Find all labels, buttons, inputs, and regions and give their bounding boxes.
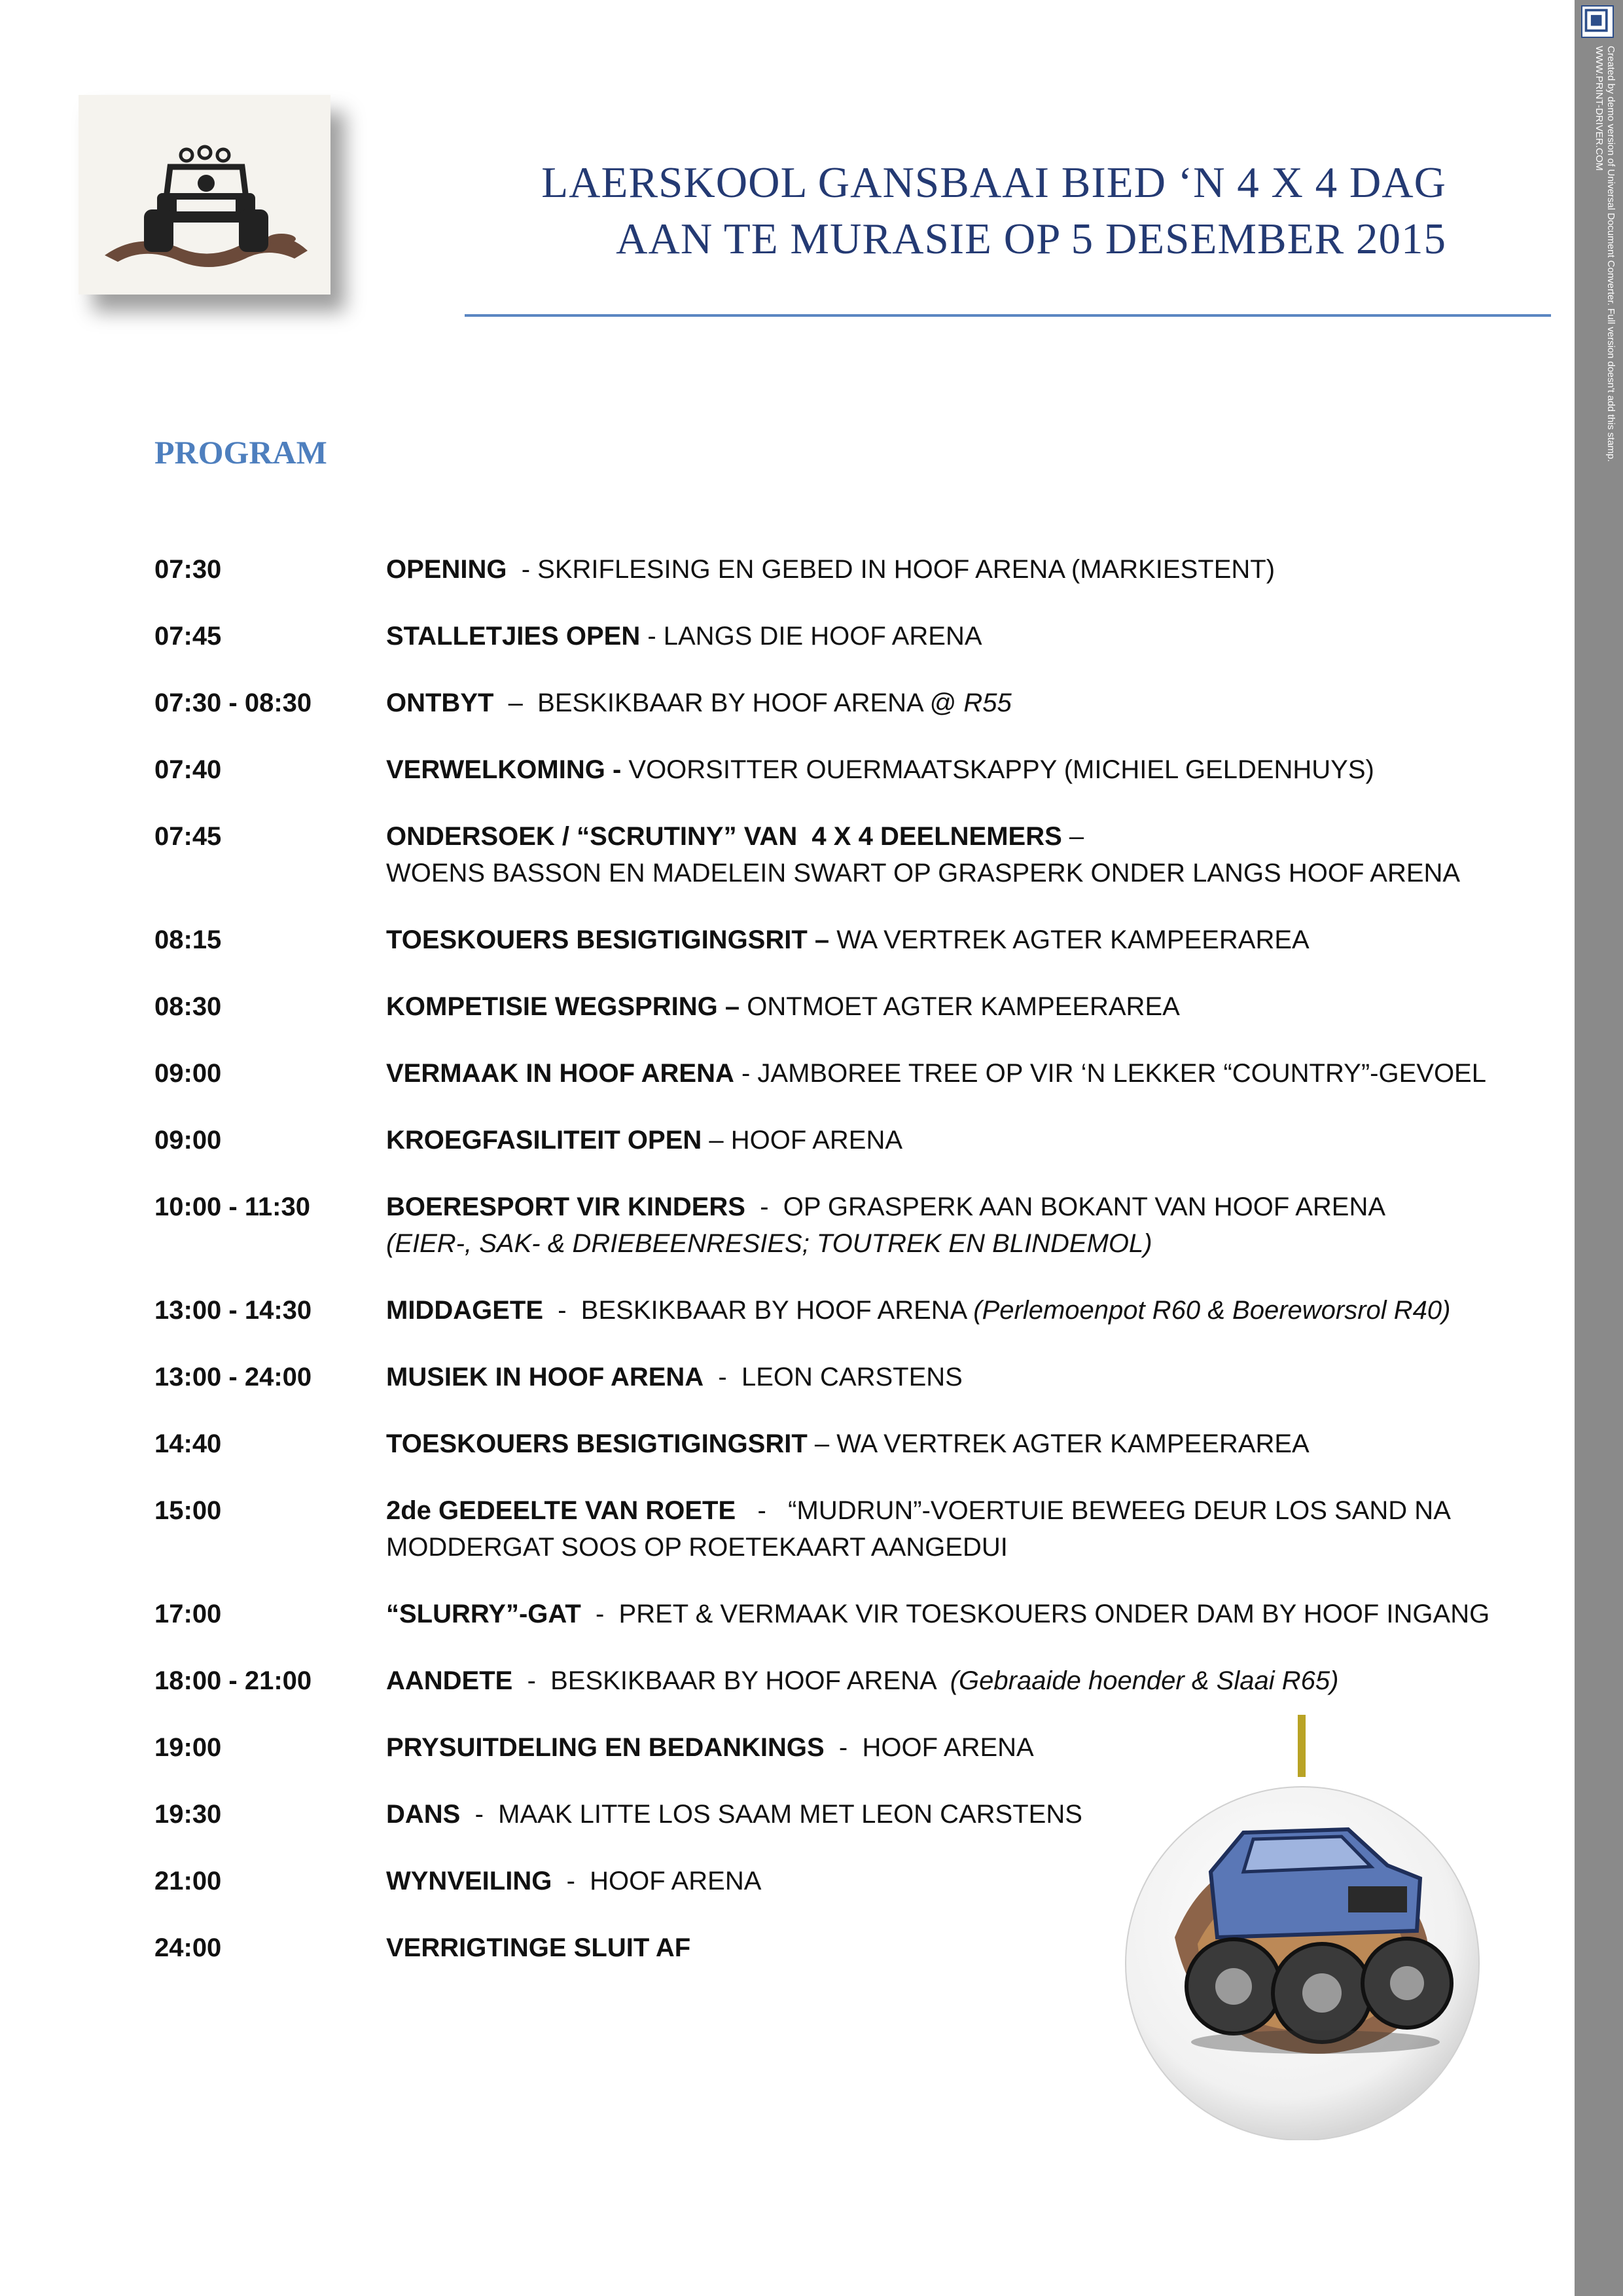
schedule-detail: “MUDRUN”-VOERTUIE BEWEEG DEUR LOS SAND NA <box>788 1496 1451 1525</box>
schedule-line-2: WOENS BASSON EN MADELEIN SWART OP GRASPERK ONDER LANGS HOOF ARENA <box>386 859 1461 888</box>
schedule-separator: - <box>512 1666 551 1695</box>
schedule-title: 2de GEDEELTE VAN ROETE <box>386 1496 736 1525</box>
schedule-description <box>386 1426 1555 1462</box>
schedule-title: PRYSUITDELING EN BEDANKINGS <box>386 1733 825 1762</box>
schedule-title: MUSIEK IN HOOF ARENA <box>386 1363 704 1391</box>
schedule-title: “SLURRY”-GAT <box>386 1600 581 1628</box>
converter-stamp-text <box>1590 46 1616 609</box>
schedule-separator: – <box>1061 822 1092 851</box>
schedule-title: MIDDAGETE <box>386 1296 543 1325</box>
schedule-row <box>154 1426 1555 1462</box>
schedule-description <box>386 818 1555 891</box>
schedule-line <box>386 1189 1555 1225</box>
schedule-row <box>154 685 1555 721</box>
schedule-time: 19:30 <box>154 1800 222 1829</box>
schedule-title: VERRIGTINGE SLUIT AF <box>386 1933 691 1962</box>
schedule-time: 19:00 <box>154 1733 222 1762</box>
schedule-time: 08:15 <box>154 925 222 954</box>
schedule-title: AANDETE <box>386 1666 513 1695</box>
schedule-detail: ONTMOET AGTER KAMPEERAREA <box>747 992 1180 1021</box>
schedule-detail: WA VERTREK AGTER KAMPEERAREA <box>836 925 1310 954</box>
schedule-row <box>154 922 1555 958</box>
schedule-line <box>386 1596 1555 1632</box>
schedule-description <box>386 1055 1555 1092</box>
schedule-description <box>386 922 1555 958</box>
schedule-time: 15:00 <box>154 1496 222 1525</box>
title-line-2: AAN TE MURASIE OP 5 DESEMBER 2015 <box>616 215 1446 263</box>
schedule-price: (Perlemoenpot R60 & Boereworsrol R40) <box>973 1296 1451 1325</box>
schedule-time: 17:00 <box>154 1600 222 1628</box>
title-line-1: LAERSKOOL GANSBAAI BIED ‘N 4 X 4 DAG <box>541 158 1446 207</box>
schedule-line <box>386 1662 1555 1699</box>
schedule-price: R55 <box>963 689 1012 717</box>
stamp-line-2: WWW.PRINT-DRIVER.COM <box>1594 46 1605 171</box>
program-heading: PROGRAM <box>154 434 327 471</box>
schedule-title: ONTBYT <box>386 689 494 717</box>
schedule-title: KROEGFASILITEIT OPEN <box>386 1126 702 1155</box>
schedule-detail: HOOF ARENA <box>862 1733 1034 1762</box>
schedule-row <box>154 1596 1555 1632</box>
schedule-time: 07:45 <box>154 622 222 651</box>
document-converter-icon <box>1581 5 1614 38</box>
title-divider <box>465 314 1551 317</box>
schedule-detail: BESKIKBAAR BY HOOF ARENA <box>580 1296 974 1325</box>
schedule-row <box>154 1189 1555 1262</box>
schedule-line <box>386 922 1555 958</box>
schedule-separator: - <box>507 555 538 584</box>
jeep-logo-icon <box>79 95 330 295</box>
schedule-title: TOESKOUERS BESIGTIGINGSRIT – <box>386 925 830 954</box>
schedule-time: 08:30 <box>154 992 222 1021</box>
schedule-time: 10:00 - 11:30 <box>154 1193 310 1221</box>
schedule-row <box>154 1662 1555 1699</box>
schedule-line <box>386 551 1555 588</box>
schedule-line <box>386 1492 1555 1529</box>
schedule-line <box>386 1122 1555 1158</box>
schedule-row <box>154 751 1555 788</box>
schedule-time: 18:00 - 21:00 <box>154 1666 312 1695</box>
schedule-line <box>386 988 1555 1025</box>
schedule-description <box>386 1662 1555 1699</box>
schedule-title: ONDERSOEK / “SCRUTINY” VAN 4 X 4 DEELNEMERS <box>386 822 1062 851</box>
schedule-detail: WA VERTREK AGTER KAMPEERAREA <box>836 1429 1310 1458</box>
schedule-time: 13:00 - 14:30 <box>154 1296 312 1325</box>
schedule-line-2: MODDERGAT SOOS OP ROETEKAART AANGEDUI <box>386 1533 1008 1562</box>
schedule-detail: LANGS DIE HOOF ARENA <box>663 622 982 651</box>
page-title <box>471 154 1446 267</box>
schedule-price: (Gebraaide hoender & Slaai R65) <box>950 1666 1339 1695</box>
schedule-description <box>386 685 1555 721</box>
schedule-title: VERWELKOMING - <box>386 755 622 784</box>
schedule-row <box>154 1359 1555 1395</box>
schedule-separator: - <box>543 1296 581 1325</box>
schedule-row <box>154 1492 1555 1566</box>
schedule-separator: - <box>704 1363 741 1391</box>
schedule-description <box>386 1189 1555 1262</box>
schedule-separator: – <box>702 1126 731 1155</box>
schedule-separator: - <box>745 1193 783 1221</box>
schedule-title: WYNVEILING <box>386 1867 552 1895</box>
schedule-detail: LEON CARSTENS <box>741 1363 963 1391</box>
schedule-row <box>154 618 1555 655</box>
schedule-description <box>386 1596 1555 1632</box>
schedule-line <box>386 618 1555 655</box>
schedule-detail: BESKIKBAAR BY HOOF ARENA @ <box>537 689 964 717</box>
schedule-title: BOERESPORT VIR KINDERS <box>386 1193 745 1221</box>
schedule-time: 21:00 <box>154 1867 222 1895</box>
schedule-description <box>386 1292 1555 1329</box>
schedule-description <box>386 1492 1555 1566</box>
schedule-separator <box>740 992 747 1021</box>
schedule-time: 07:40 <box>154 755 222 784</box>
schedule-time: 13:00 - 24:00 <box>154 1363 312 1391</box>
schedule-title: DANS <box>386 1800 461 1829</box>
schedule-line-2: (EIER-, SAK- & DRIEBEENRESIES; TOUTREK EN BLINDEMOL) <box>386 1229 1152 1258</box>
schedule-title: KOMPETISIE WEGSPRING – <box>386 992 740 1021</box>
schedule-description <box>386 551 1555 588</box>
schedule-line <box>386 685 1555 721</box>
schedule-row <box>154 1122 1555 1158</box>
schedule-row <box>154 1055 1555 1092</box>
schedule-description <box>386 1122 1555 1158</box>
schedule-title: TOESKOUERS BESIGTIGINGSRIT <box>386 1429 808 1458</box>
schedule-separator <box>621 755 628 784</box>
schedule-description <box>386 1359 1555 1395</box>
schedule-time: 07:45 <box>154 822 222 851</box>
schedule-description <box>386 618 1555 655</box>
schedule-time: 07:30 <box>154 555 222 584</box>
schedule-row <box>154 988 1555 1025</box>
schedule-description <box>386 988 1555 1025</box>
schedule-line <box>386 1292 1555 1329</box>
schedule-time: 24:00 <box>154 1933 222 1962</box>
schedule-detail: SKRIFLESING EN GEBED IN HOOF ARENA (MARKIESTENT) <box>537 555 1275 584</box>
schedule-detail: VOORSITTER OUERMAATSKAPPY (MICHIEL GELDENHUYS) <box>628 755 1374 784</box>
schedule-time: 07:30 - 08:30 <box>154 689 312 717</box>
schedule-line <box>386 1426 1555 1462</box>
schedule-line <box>386 1055 1555 1092</box>
schedule-separator: - <box>460 1800 499 1829</box>
stamp-line-1: Created by demo version of Universal Document Converter. Full version doesn't add this stamp. <box>1605 46 1616 462</box>
schedule-line <box>386 751 1555 788</box>
schedule-separator: - <box>580 1600 619 1628</box>
jeep-mud-icon <box>79 95 330 295</box>
schedule-time: 14:40 <box>154 1429 222 1458</box>
schedule-detail: PRET & VERMAAK VIR TOESKOUERS ONDER DAM BY HOOF INGANG <box>618 1600 1490 1628</box>
schedule-description <box>386 751 1555 788</box>
schedule-detail: OP GRASPERK AAN BOKANT VAN HOOF ARENA <box>783 1193 1386 1221</box>
schedule-detail: JAMBOREE TREE OP VIR ‘N LEKKER “COUNTRY”-GEVOEL <box>757 1059 1486 1088</box>
schedule-title: OPENING <box>386 555 507 584</box>
schedule-row <box>154 551 1555 588</box>
schedule-row <box>154 818 1555 891</box>
schedule-title: VERMAAK IN HOOF ARENA <box>386 1059 734 1088</box>
schedule-detail: BESKIKBAAR BY HOOF ARENA <box>550 1666 950 1695</box>
schedule-time: 09:00 <box>154 1059 222 1088</box>
schedule-line <box>386 818 1555 855</box>
schedule-separator: - <box>734 1059 758 1088</box>
schedule-row <box>154 1292 1555 1329</box>
schedule-detail: MAAK LITTE LOS SAAM MET LEON CARSTENS <box>498 1800 1082 1829</box>
schedule-separator <box>829 925 836 954</box>
schedule-separator: - <box>640 622 664 651</box>
schedule-separator: - <box>824 1733 863 1762</box>
schedule-separator: - <box>552 1867 590 1895</box>
schedule-detail: HOOF ARENA <box>730 1126 903 1155</box>
schedule-title: STALLETJIES OPEN <box>386 622 641 651</box>
schedule-detail: HOOF ARENA <box>590 1867 762 1895</box>
schedule-time: 09:00 <box>154 1126 222 1155</box>
schedule-separator: – <box>807 1429 837 1458</box>
schedule-separator: - <box>736 1496 789 1525</box>
monster-jeep-ornament-icon <box>1113 1715 1492 2140</box>
schedule-separator: – <box>493 689 538 717</box>
schedule-line <box>386 1359 1555 1395</box>
